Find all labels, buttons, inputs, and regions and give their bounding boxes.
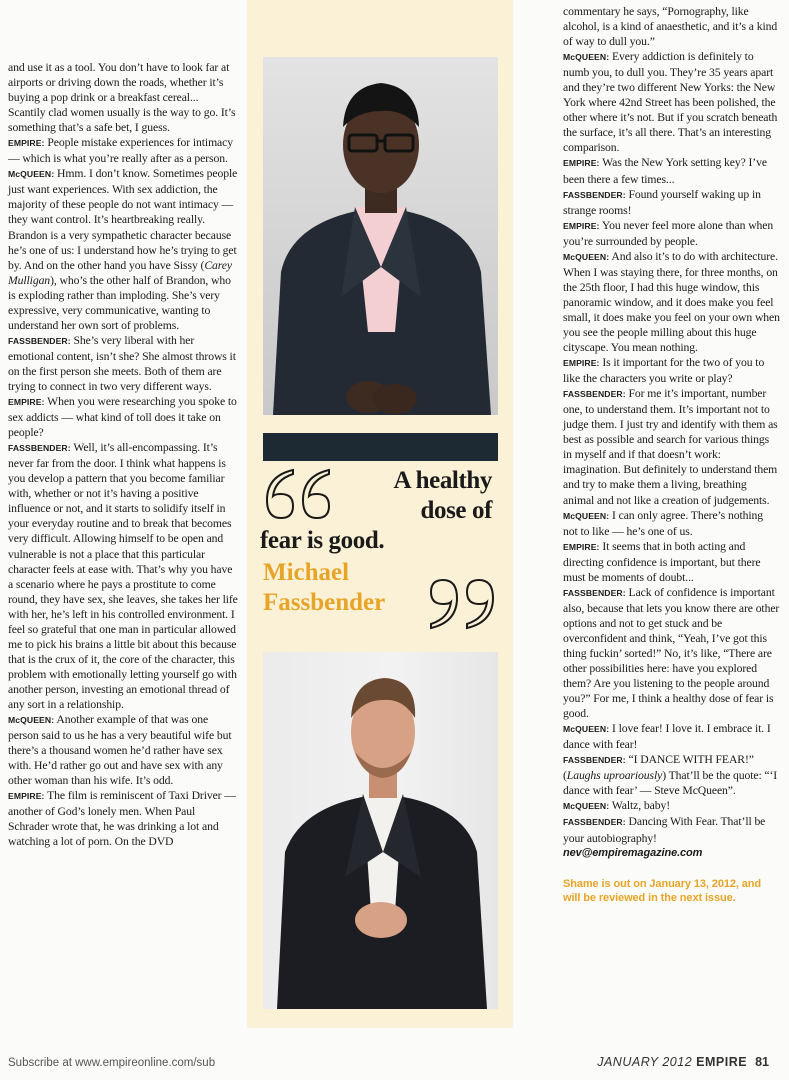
paragraph: McQUEEN: Every addiction is definitely to numb you, to dull you. They’re 35 years apart and they’re two different New Yorks: the New York where 42nd Street has been polished, the other where it’s not. But if you scratch beneath the surface, it’s all there. That’s an interesting comparison. xyxy=(563,50,778,155)
page-number: 81 xyxy=(755,1055,769,1069)
pull-quote-text: A healthy dose of fear is good. xyxy=(260,467,492,554)
issue-date: JANUARY 2012 xyxy=(597,1055,693,1069)
paragraph: McQUEEN: Waltz, baby! xyxy=(563,799,671,813)
speaker-label: McQUEEN: xyxy=(8,169,55,180)
magazine-brand: EMPIRE xyxy=(696,1055,748,1069)
speaker-label: FASSBENDER: xyxy=(563,817,626,828)
speaker-label: FASSBENDER: xyxy=(563,755,626,766)
paragraph: commentary he says, “Pornography, like alcohol, is a kind of anaesthetic, and it’s a kind of way to dull you.” xyxy=(563,5,778,49)
paragraph: EMPIRE: It seems that in both acting and directing confidence is important, but there must be moments of doubt... xyxy=(563,539,761,584)
article-column-left xyxy=(8,60,238,849)
speaker-label: EMPIRE: xyxy=(8,791,45,802)
paragraph: FASSBENDER: Found yourself waking up in strange rooms! xyxy=(563,187,761,217)
portrait-illustration xyxy=(263,57,498,415)
close-quote-icon xyxy=(425,576,497,632)
speaker-label: FASSBENDER: xyxy=(563,389,626,400)
paragraph: EMPIRE: When you were researching you spoke to sex addicts — what kind of toll does it take on people? xyxy=(8,395,237,440)
paragraph: FASSBENDER: Lack of confidence is important also, because that lets you know there are other options and not to get stuck and be overconfident and think, “Yeah, I’ve got this thing fuckin’ sorted!” No, it’s like, “There are other possibilities here: have you explored them? Are you listening to the people around you?” For me, I think a healthy dose of fear is good. xyxy=(563,585,780,721)
paragraph: EMPIRE: Was the New York setting key? I’ve been there a few times... xyxy=(563,156,767,186)
speaker-label: FASSBENDER: xyxy=(563,587,626,598)
page-footer xyxy=(597,1055,769,1069)
photo-steve-mcqueen xyxy=(263,57,498,415)
paragraph: McQUEEN: Hmm. I don’t know. Sometimes people just want experiences. With sex addiction, the majority of these people do not want intimacy — they want control. It’s heartbreaking really. Brandon is a very sympathetic character because he’s one of us: I understand how he’s trying to get by. And on the other hand you have Sissy (Carey Mulligan), who’s the other half of Brandon, who is exploding rather than imploding. She’s very expressive, very communicative, wanting to understand her own sort of problems. xyxy=(8,167,238,332)
paragraph: FASSBENDER: “I DANCE WITH FEAR!” (Laughs uproariously) That’ll be the quote: “‘I dance with fear’ — Steve McQueen”. xyxy=(563,753,778,798)
pull-quote xyxy=(260,466,498,636)
paragraph: EMPIRE: Is it important for the two of you to like the characters you write or play? xyxy=(563,356,765,386)
speaker-label: EMPIRE: xyxy=(563,358,600,369)
speaker-label: EMPIRE: xyxy=(563,158,600,169)
paragraph: McQUEEN: And also it’s to do with architecture. When I was staying there, for three months, on the 25th floor, I had this huge window, this panoramic window, and it does make you feel small, it does make you feel on your own when you see the people milling about this huge cityscape. You mean nothing. xyxy=(563,249,780,355)
portrait-illustration xyxy=(263,652,498,1009)
paragraph: McQUEEN: I love fear! I love it. I embrace it. I dance with fear! xyxy=(563,722,771,752)
article-column-right xyxy=(563,4,780,905)
speaker-label: McQUEEN: xyxy=(563,724,610,735)
speaker-label: McQUEEN: xyxy=(8,715,55,726)
paragraph: McQUEEN: I can only agree. There’s nothing not to like — he’s one of us. xyxy=(563,508,763,538)
paragraph: EMPIRE: The film is reminiscent of Taxi Driver — another of God’s lonely men. When Paul Schrader wrote that, he was drinking a lot and watching a lot of porn. On the DVD xyxy=(8,789,236,849)
speaker-label: McQUEEN: xyxy=(563,801,610,812)
release-note: Shame is out on January 13, 2012, and will be reviewed in the next issue. xyxy=(563,877,762,904)
paragraph: and use it as a tool. You don’t have to look far at airports or driving down the roads, whether it’s buying a pop drink or a breakfast cereal... Scantily clad women usually is the way to go. It’s something that’s a safe bet, I guess. xyxy=(8,61,236,135)
paragraph: FASSBENDER: Dancing With Fear. That’ll be your autobiography! xyxy=(563,815,766,845)
speaker-label: EMPIRE: xyxy=(563,541,600,552)
quote-header-bar xyxy=(263,433,498,461)
paragraph: FASSBENDER: Well, it’s all-encompassing. It’s never far from the door. I think what happens is you develop a pattern that you become familiar with, whether or not it’s having a positive influence or not, and it starts to solidify itself in your everyday routine and to break that becomes very difficult. Allowing himself to be open and vulnerable is not a place that this particular character feels at ease with. That’s why you have a scenario where he pays a prostitute to come round, they have sex, she leaves, she takes her life with her, he’s left in his controlled environment. I feel so grateful that one man in particular allowed me to pick his brains a little bit about this because that is the crux of it, the core of the character, this problem with emotionally letting yourself go with another person, investing an emotional thread of any sort in a relationship. xyxy=(8,441,238,711)
speaker-label: EMPIRE: xyxy=(8,138,45,149)
speaker-label: McQUEEN: xyxy=(563,510,610,521)
center-panel xyxy=(247,0,513,1028)
photo-michael-fassbender xyxy=(263,652,498,1009)
speaker-label: EMPIRE: xyxy=(8,397,45,408)
speaker-label: FASSBENDER: xyxy=(8,443,71,454)
speaker-label: FASSBENDER: xyxy=(8,335,71,346)
subscribe-footer[interactable]: Subscribe at www.empireonline.com/sub xyxy=(8,1057,216,1069)
author-email[interactable]: nev@empiremagazine.com xyxy=(563,846,703,859)
speaker-label: McQUEEN: xyxy=(563,52,610,63)
paragraph: FASSBENDER: For me it’s important, number one, to understand them. It’s important not to judge them. I just try and identify with them as best as possible and search for various things in myself and if that doesn’t work: imagination. But definitely to understand them and try to make them a living, breathing animal and not like a creation of judgements. xyxy=(563,387,778,507)
speaker-label: EMPIRE: xyxy=(563,220,600,231)
paragraph: McQUEEN: Another example of that was one person said to us he has a very beautiful wife but there’s a thousand women he’d rather have sex with. He’d rather go out and have sex with any other woman than his wife. It’s odd. xyxy=(8,713,232,788)
speaker-label: McQUEEN: xyxy=(563,251,610,262)
paragraph: EMPIRE: People mistake experiences for intimacy — which is what you’re really after as a person. xyxy=(8,136,233,166)
pull-quote-attribution: Michael Fassbender xyxy=(263,559,386,616)
paragraph: EMPIRE: You never feel more alone than when you’re surrounded by people. xyxy=(563,218,774,248)
paragraph: FASSBENDER: She’s very liberal with her emotional content, isn’t she? She almost throws it on the first person she meets. Both of them are trying to connect in two very different ways. xyxy=(8,333,236,393)
speaker-label: FASSBENDER: xyxy=(563,189,626,200)
